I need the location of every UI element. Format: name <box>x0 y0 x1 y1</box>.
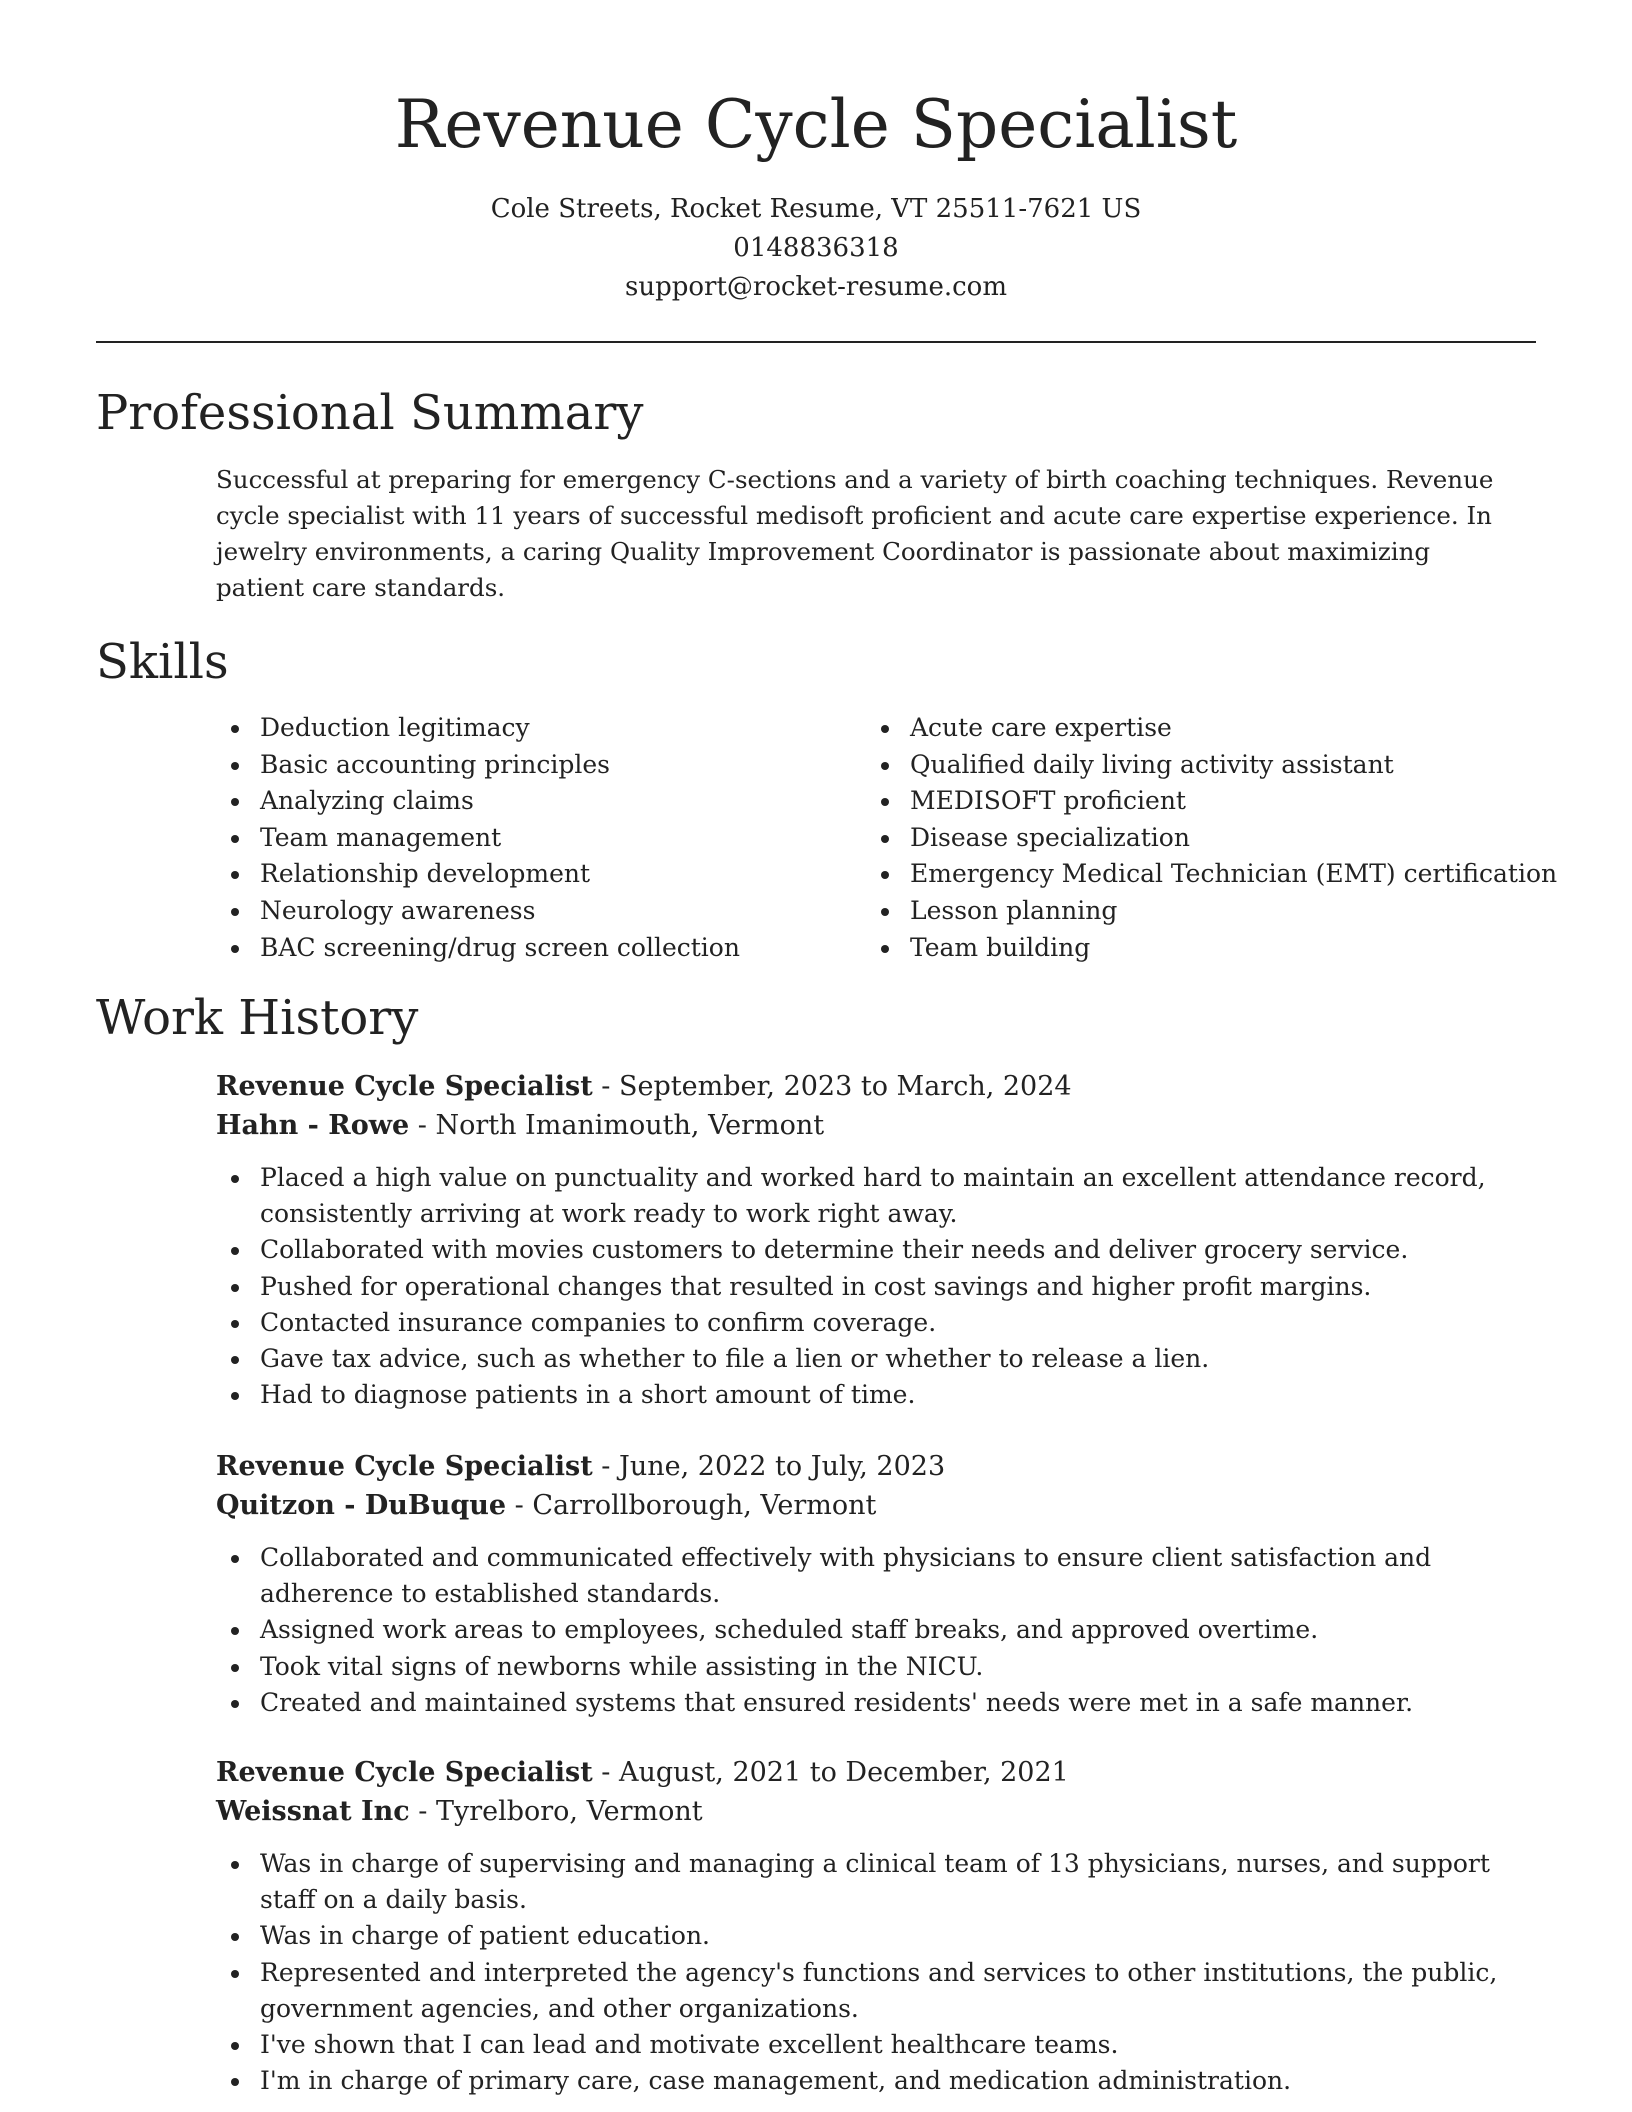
job-bullet: Represented and interpreted the agency's functions and services to other institutions, the public, government agencies, and other organizations. <box>216 1955 1536 2027</box>
skills-list-right <box>866 710 1557 966</box>
job-entry <box>216 1447 1536 1721</box>
job-dates: September, 2023 to March, 2024 <box>619 1071 1072 1102</box>
skill-item: BAC screening/drug screen collection <box>216 930 740 967</box>
job-bullet: Was in charge of supervising and managing a clinical team of 13 physicians, nurses, and support staff on a daily basis. <box>216 1846 1536 1918</box>
job-entry <box>216 1753 1536 2099</box>
job-company-line: Weissnat Inc - Tyrelboro, Vermont <box>216 1796 703 1827</box>
job-company: Weissnat Inc <box>216 1796 410 1827</box>
job-location: North Imanimouth, Vermont <box>435 1110 825 1141</box>
address: Cole Streets, Rocket Resume, VT 25511-7621 US <box>490 194 1142 224</box>
skill-item: Acute care expertise <box>866 710 1557 747</box>
job-bullet: Was in charge of patient education. <box>216 1918 1536 1954</box>
skill-item: Analyzing claims <box>216 783 740 820</box>
skill-item: Relationship development <box>216 856 740 893</box>
summary-text: Successful at preparing for emergency C-sections and a variety of birth coaching techniques. Revenue cycle specialist with 11 years of successful medisoft proficient and acute care expertise experience. In jewelry environments, a caring Quality Improvement Coordinator is passionate about maximizing patient care standards. <box>216 465 1494 602</box>
job-bullets <box>216 1846 1536 2099</box>
skill-item: Lesson planning <box>866 893 1557 930</box>
job-bullet: Placed a high value on punctuality and worked hard to maintain an excellent attendance record, consistently arriving at work ready to work right away. <box>216 1160 1536 1232</box>
job-bullet: Had to diagnose patients in a short amount of time. <box>216 1377 1536 1413</box>
job-bullet: Took vital signs of newborns while assisting in the NICU. <box>216 1649 1536 1685</box>
job-role: Revenue Cycle Specialist <box>216 1071 593 1102</box>
job-title-line: Revenue Cycle Specialist - June, 2022 to July, 2023 <box>216 1451 946 1482</box>
skill-item: Team management <box>216 820 740 857</box>
summary-heading: Professional Summary <box>96 385 644 441</box>
job-entry <box>216 1067 1536 1413</box>
job-bullet: Assigned work areas to employees, scheduled staff breaks, and approved overtime. <box>216 1612 1536 1648</box>
skill-item: Qualified daily living activity assistant <box>866 747 1557 784</box>
job-bullet: I'm in charge of primary care, case management, and medication administration. <box>216 2063 1536 2099</box>
job-location: Tyrelboro, Vermont <box>435 1796 703 1827</box>
skills-heading: Skills <box>96 634 229 690</box>
job-bullet: Gave tax advice, such as whether to file a lien or whether to release a lien. <box>216 1341 1536 1377</box>
job-company: Hahn - Rowe <box>216 1110 410 1141</box>
header-divider <box>96 341 1536 343</box>
job-role: Revenue Cycle Specialist <box>216 1757 593 1788</box>
skill-item: Emergency Medical Technician (EMT) certification <box>866 856 1557 893</box>
job-dates: August, 2021 to December, 2021 <box>619 1757 1069 1788</box>
skill-item: Disease specialization <box>866 820 1557 857</box>
phone: 0148836318 <box>733 233 899 263</box>
job-bullet: Contacted insurance companies to confirm coverage. <box>216 1305 1536 1341</box>
job-bullet: Pushed for operational changes that resulted in cost savings and higher profit margins. <box>216 1269 1536 1305</box>
job-location: Carrollborough, Vermont <box>532 1490 877 1521</box>
job-company: Quitzon - DuBuque <box>216 1490 507 1521</box>
email: support@rocket-resume.com <box>624 272 1007 302</box>
skill-item: Neurology awareness <box>216 893 740 930</box>
job-role: Revenue Cycle Specialist <box>216 1451 593 1482</box>
work-history-heading: Work History <box>96 990 419 1046</box>
job-title-line: Revenue Cycle Specialist - August, 2021 to December, 2021 <box>216 1757 1069 1788</box>
skill-item: Basic accounting principles <box>216 747 740 784</box>
job-bullet: Collaborated and communicated effectively with physicians to ensure client satisfaction and adherence to established standards. <box>216 1540 1536 1612</box>
job-bullets <box>216 1160 1536 1413</box>
job-dates: June, 2022 to July, 2023 <box>619 1451 946 1482</box>
resume-name: Revenue Cycle Specialist <box>394 86 1238 163</box>
skill-item: Deduction legitimacy <box>216 710 740 747</box>
job-bullet: Collaborated with movies customers to determine their needs and deliver grocery service. <box>216 1232 1536 1268</box>
job-bullet: Created and maintained systems that ensured residents' needs were met in a safe manner. <box>216 1685 1536 1721</box>
skill-item: Team building <box>866 930 1557 967</box>
skill-item: MEDISOFT proficient <box>866 783 1557 820</box>
job-company-line: Hahn - Rowe - North Imanimouth, Vermont <box>216 1110 825 1141</box>
job-title-line: Revenue Cycle Specialist - September, 2023 to March, 2024 <box>216 1071 1072 1102</box>
job-bullet: I've shown that I can lead and motivate excellent healthcare teams. <box>216 2027 1536 2063</box>
skills-list-left <box>216 710 740 966</box>
contact-info <box>0 190 1632 307</box>
job-bullets <box>216 1540 1536 1721</box>
job-company-line: Quitzon - DuBuque - Carrollborough, Vermont <box>216 1490 877 1521</box>
